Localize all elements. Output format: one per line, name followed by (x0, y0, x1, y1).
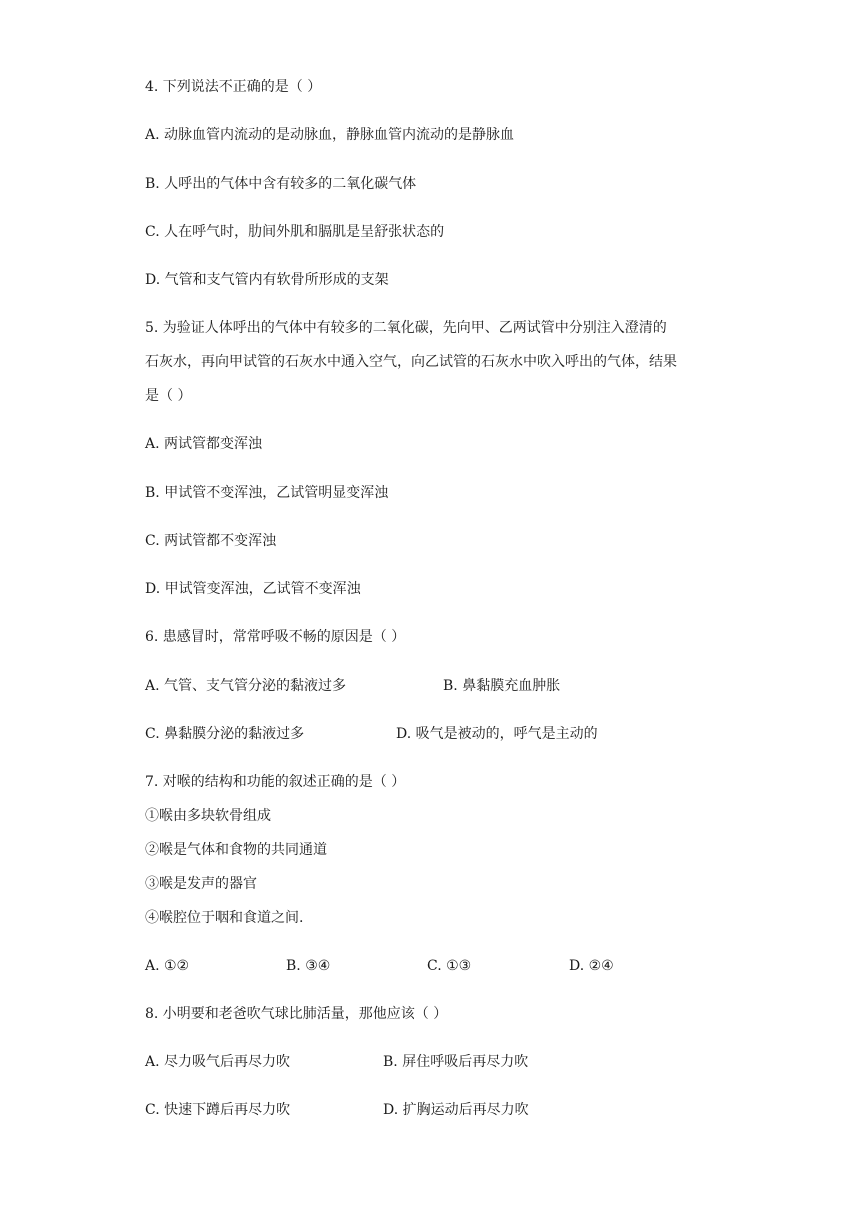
question-8-stem: 8. 小明要和老爸吹气球比肺活量，那他应该（ ） (145, 1006, 448, 1022)
question-7-statement-2: ②喉是气体和食物的共同通道 (145, 842, 327, 858)
question-7-option-b[interactable]: B. ③④ (286, 958, 331, 974)
question-5-stem-line-2: 石灰水，再向甲试管的石灰水中通入空气，向乙试管的石灰水中吹入呼出的气体，结果 (145, 354, 677, 370)
question-7-statement-1: ①喉由多块软骨组成 (145, 808, 271, 824)
question-4-option-a[interactable]: A. 动脉血管内流动的是动脉血，静脉血管内流动的是静脉血 (145, 127, 515, 143)
question-4-stem: 4. 下列说法不正确的是（ ） (145, 79, 322, 95)
question-7-option-d[interactable]: D. ②④ (569, 958, 614, 974)
question-6-option-b[interactable]: B. 鼻黏膜充血肿胀 (443, 678, 561, 694)
question-5-option-a[interactable]: A. 两试管都变浑浊 (145, 436, 263, 452)
question-7-option-c[interactable]: C. ①③ (427, 958, 472, 974)
question-8-option-c[interactable]: C. 快速下蹲后再尽力吹 (145, 1102, 291, 1118)
question-8-option-b[interactable]: B. 屏住呼吸后再尽力吹 (383, 1054, 529, 1070)
question-5-option-d[interactable]: D. 甲试管变浑浊，乙试管不变浑浊 (145, 581, 361, 597)
question-5-option-c[interactable]: C. 两试管都不变浑浊 (145, 533, 277, 549)
question-7-statement-3: ③喉是发声的器官 (145, 876, 257, 892)
question-6-option-a[interactable]: A. 气管、支气管分泌的黏液过多 (145, 678, 347, 694)
question-8-option-a[interactable]: A. 尽力吸气后再尽力吹 (145, 1054, 291, 1070)
question-6-stem: 6. 患感冒时，常常呼吸不畅的原因是（ ） (145, 629, 406, 645)
question-5-stem-line-3: 是（ ） (145, 388, 192, 404)
question-7-stem: 7. 对喉的结构和功能的叙述正确的是（ ） (145, 774, 406, 790)
question-6-option-d[interactable]: D. 吸气是被动的，呼气是主动的 (396, 726, 598, 742)
question-6-option-c[interactable]: C. 鼻黏膜分泌的黏液过多 (145, 726, 305, 742)
question-7-option-a[interactable]: A. ①② (145, 958, 190, 974)
question-7-statement-4: ④喉腔位于咽和食道之间. (145, 910, 304, 926)
question-4-option-b[interactable]: B. 人呼出的气体中含有较多的二氧化碳气体 (145, 176, 417, 192)
question-5-stem-line-1: 5. 为验证人体呼出的气体中有较多的二氧化碳，先向甲、乙两试管中分别注入澄清的 (145, 320, 667, 336)
question-5-option-b[interactable]: B. 甲试管不变浑浊，乙试管明显变浑浊 (145, 485, 389, 501)
question-4-option-c[interactable]: C. 人在呼气时，肋间外肌和膈肌是呈舒张状态的 (145, 224, 445, 240)
question-4-option-d[interactable]: D. 气管和支气管内有软骨所形成的支架 (145, 272, 389, 288)
question-8-option-d[interactable]: D. 扩胸运动后再尽力吹 (383, 1102, 529, 1118)
